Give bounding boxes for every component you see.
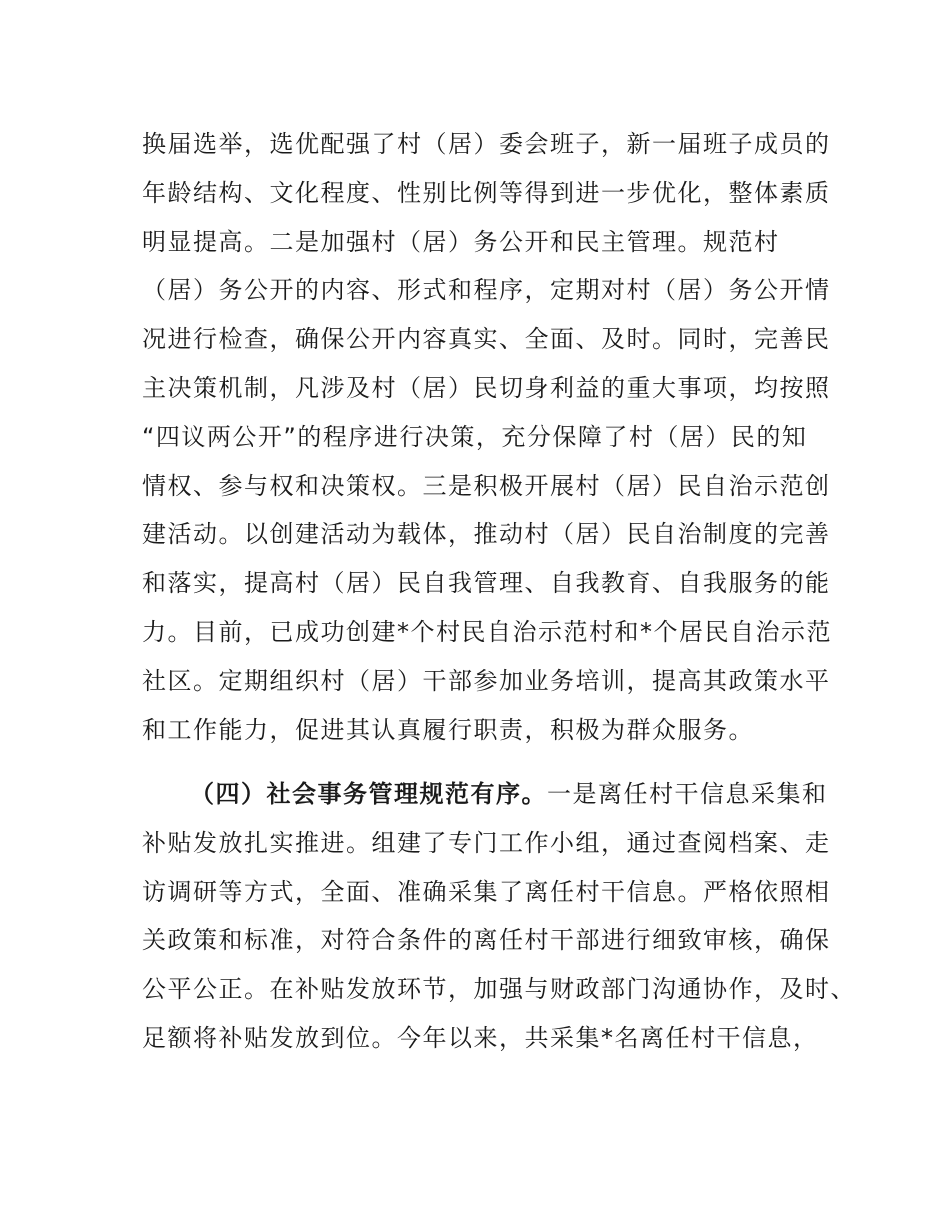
text-line: 社区。定期组织村（居）干部参加业务培训，提高其政策水平 xyxy=(142,666,831,695)
text-line: 访调研等方式，全面、准确采集了离任村干信息。严格依照相 xyxy=(142,877,831,906)
text-line: 年龄结构、文化程度、性别比例等得到进一步优化，整体素质 xyxy=(142,178,831,207)
paragraph-first-line xyxy=(142,770,828,819)
text-span: 一是离任村干信息采集和 xyxy=(547,780,828,808)
text-line: 况进行检查，确保公开内容真实、全面、及时。同时，完善民 xyxy=(142,325,831,354)
text-line: 关政策和标准，对符合条件的离任村干部进行细致审核，确保 xyxy=(142,926,831,955)
text-line: 明显提高。二是加强村（居）务公开和民主管理。规范村 xyxy=(142,227,780,256)
text-line: 情权、参与权和决策权。三是积极开展村（居）民自治示范创 xyxy=(142,471,831,500)
text-line: 足额将补贴发放到位。今年以来，共采集*名离任村干信息， xyxy=(142,1023,819,1052)
paragraph-village-self-governance xyxy=(142,120,832,754)
text-line: （居）务公开的内容、形式和程序，定期对村（居）务公开情 xyxy=(142,276,831,305)
text-line: 补贴发放扎实推进。组建了专门工作小组，通过查阅档案、走 xyxy=(142,828,831,857)
section-heading: （四）社会事务管理规范有序。 xyxy=(190,780,547,808)
text-line: 主决策机制，凡涉及村（居）民切身利益的重大事项，均按照 xyxy=(142,373,831,402)
text-line: 换届选举，选优配强了村（居）委会班子，新一届班子成员的 xyxy=(142,130,831,158)
text-line: 力。目前，已成功创建*个村民自治示范村和*个居民自治示范 xyxy=(142,617,832,646)
text-line: 和工作能力，促进其认真履行职责，积极为群众服务。 xyxy=(142,715,754,744)
text-line: “四议两公开”的程序进行决策，充分保障了村（居）民的知 xyxy=(142,422,808,451)
text-line: 建活动。以创建活动为载体，推动村（居）民自治制度的完善 xyxy=(142,520,831,549)
text-line: 公平公正。在补贴发放环节，加强与财政部门沟通协作，及时、 xyxy=(142,975,856,1004)
text-line: 和落实，提高村（居）民自我管理、自我教育、自我服务的能 xyxy=(142,569,831,598)
paragraph-social-affairs xyxy=(142,770,856,1063)
